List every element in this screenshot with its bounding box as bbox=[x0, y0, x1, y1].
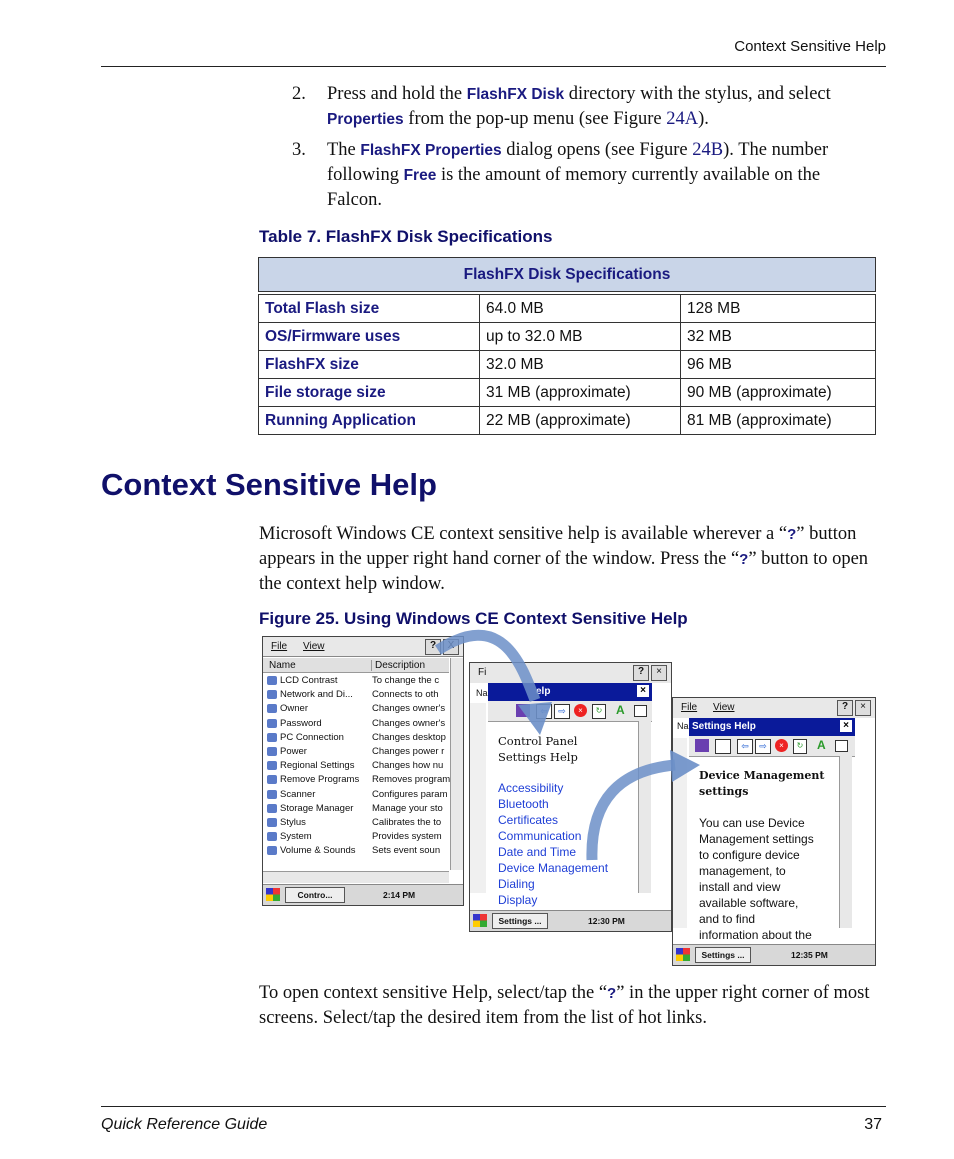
item-description: Removes program bbox=[372, 774, 451, 786]
table-row: OS/Firmware uses up to 32.0 MB 32 MB bbox=[259, 323, 876, 351]
item-name: Network and Di... bbox=[280, 689, 353, 701]
help-body-line: to configure device bbox=[699, 848, 800, 862]
help-body-line: available software, bbox=[699, 896, 799, 910]
arrow-to-device-help bbox=[592, 765, 675, 860]
list-header-partial: Na bbox=[476, 688, 488, 698]
close-button[interactable]: × bbox=[651, 665, 667, 681]
item-description: Sets event soun bbox=[372, 845, 441, 857]
forward-icon[interactable]: ⇨ bbox=[554, 704, 570, 719]
section-heading: Context Sensitive Help bbox=[101, 467, 437, 502]
table-row: Running Application 22 MB (approximate) 81 MB (approximate) bbox=[259, 407, 876, 435]
close-button[interactable]: X bbox=[443, 639, 459, 655]
item-name: Storage Manager bbox=[280, 802, 354, 814]
menu-file[interactable]: Fi bbox=[478, 667, 487, 678]
help-body-line: Management settings bbox=[699, 832, 814, 846]
step-3: 3. The FlashFX Properties dialog opens (see Figure 24B). The number following Free is the amount of memory currently available on the Falcon. bbox=[292, 140, 829, 210]
step-2: 2. Press and hold the FlashFX Disk directory with the stylus, and select Properties from the pop-up menu (see Figure 24A). bbox=[292, 84, 831, 129]
item-name: Stylus bbox=[280, 816, 306, 828]
footer-rule bbox=[101, 1106, 886, 1107]
item-name: Regional Settings bbox=[280, 760, 355, 772]
item-description: Connects to oth bbox=[372, 689, 439, 701]
item-description: To change the c bbox=[372, 675, 440, 686]
figure-caption: Figure 25. Using Windows CE Context Sensitive Help bbox=[259, 609, 688, 628]
table-row: FlashFX size 32.0 MB 96 MB bbox=[259, 351, 876, 379]
footer-title: Quick Reference Guide bbox=[101, 1116, 268, 1133]
help-button[interactable]: ? bbox=[633, 665, 649, 681]
help-heading: Device Management settings bbox=[699, 769, 825, 798]
menu-file[interactable]: File bbox=[271, 641, 288, 652]
question-mark: ? bbox=[607, 985, 617, 1002]
help-body-line: install and view bbox=[699, 880, 781, 894]
term-flashfx-disk: FlashFX Disk bbox=[466, 86, 565, 103]
arrow-head bbox=[670, 750, 700, 782]
item-description: Provides system bbox=[372, 831, 442, 843]
column-name[interactable]: Name bbox=[269, 660, 296, 671]
taskbar-app-button[interactable]: Contro... bbox=[285, 887, 345, 903]
item-description: Changes desktop bbox=[372, 731, 446, 743]
item-description: Changes owner's bbox=[372, 703, 446, 715]
item-description: Changes how nu bbox=[372, 760, 444, 772]
help-link[interactable]: Dialing bbox=[498, 877, 535, 891]
arrow-head bbox=[518, 702, 552, 735]
list-header-partial: Na bbox=[677, 721, 689, 731]
question-mark: ? bbox=[787, 526, 797, 543]
item-name: LCD Contrast bbox=[280, 675, 338, 686]
arrow-to-settings-help bbox=[438, 635, 535, 700]
help-link[interactable]: Device Management bbox=[498, 861, 609, 875]
outro-paragraph: To open context sensitive Help, select/tap the “?” in the upper right corner of most screens. Select/tap the desired item from the list of hot links. bbox=[259, 983, 870, 1028]
taskbar-app-button[interactable]: Settings ... bbox=[492, 913, 548, 929]
taskbar-app-button[interactable]: Settings ... bbox=[695, 947, 751, 963]
item-description: Manage your sto bbox=[372, 802, 443, 814]
item-name: Password bbox=[280, 717, 322, 729]
figure-ref-24b[interactable]: 24B bbox=[692, 140, 724, 160]
term-properties: Properties bbox=[327, 111, 404, 128]
help-link[interactable]: Display bbox=[498, 893, 538, 907]
term-flashfx-properties: FlashFX Properties bbox=[360, 142, 502, 159]
item-name: Owner bbox=[280, 703, 308, 715]
help-link[interactable]: Certificates bbox=[498, 813, 559, 827]
term-free: Free bbox=[403, 167, 437, 184]
back-icon[interactable]: ⇦ bbox=[737, 739, 753, 754]
help-link[interactable]: Communication bbox=[498, 829, 582, 843]
refresh-icon[interactable]: ↻ bbox=[592, 704, 606, 719]
help-close-button[interactable]: × bbox=[840, 720, 852, 732]
clock: 12:30 PM bbox=[588, 916, 625, 926]
help-titlebar: Settings Help × bbox=[689, 718, 855, 736]
column-description[interactable]: Description bbox=[371, 660, 425, 671]
help-link[interactable]: Bluetooth bbox=[498, 797, 549, 811]
help-titlebar: elp × bbox=[488, 683, 652, 701]
forward-icon[interactable]: ⇨ bbox=[755, 739, 771, 754]
help-link[interactable]: Accessibility bbox=[498, 781, 564, 795]
stop-icon[interactable]: × bbox=[775, 739, 788, 752]
help-body-line: You can use Device bbox=[699, 816, 805, 830]
menu-view[interactable]: View bbox=[713, 702, 735, 713]
menu-view[interactable]: View bbox=[303, 641, 325, 652]
help-button[interactable]: ? bbox=[837, 700, 853, 716]
refresh-icon[interactable]: ↻ bbox=[793, 739, 807, 754]
item-description: Changes power r bbox=[372, 745, 445, 757]
item-description: Changes owner's bbox=[372, 717, 446, 729]
item-name: Power bbox=[280, 745, 307, 757]
item-name: Scanner bbox=[280, 788, 316, 800]
font-size-icon[interactable]: A bbox=[817, 738, 826, 752]
help-heading: Control Panel Settings Help bbox=[498, 734, 578, 764]
item-name: Remove Programs bbox=[280, 774, 360, 786]
item-description: Calibrates the to bbox=[372, 816, 442, 828]
intro-paragraph: Microsoft Windows CE context sensitive help is available wherever a “?” button appears in the upper right hand corner of the window. Press the “?” button to open the context help window. bbox=[259, 524, 869, 594]
help-body-line: information about the bbox=[699, 928, 812, 942]
font-size-icon[interactable]: A bbox=[616, 703, 625, 717]
menu-file[interactable]: File bbox=[681, 702, 698, 713]
item-name: Volume & Sounds bbox=[280, 845, 356, 857]
help-button[interactable]: ? bbox=[425, 639, 441, 655]
item-name: PC Connection bbox=[280, 731, 344, 743]
table-caption: Table 7. FlashFX Disk Specifications bbox=[259, 227, 553, 246]
clock: 12:35 PM bbox=[791, 950, 828, 960]
item-description: Configures param bbox=[372, 788, 448, 800]
stop-icon[interactable]: × bbox=[574, 704, 587, 717]
running-header: Context Sensitive Help bbox=[734, 38, 886, 55]
close-button[interactable]: × bbox=[855, 700, 871, 716]
figure-ref-24a[interactable]: 24A bbox=[666, 109, 699, 129]
table-row: File storage size 31 MB (approximate) 90 MB (approximate) bbox=[259, 379, 876, 407]
page-number: 37 bbox=[864, 1116, 882, 1133]
item-name: System bbox=[280, 831, 312, 843]
step-number: 3. bbox=[292, 140, 306, 160]
table-row: Total Flash size 64.0 MB 128 MB bbox=[259, 295, 876, 323]
question-mark: ? bbox=[739, 551, 749, 568]
table-header: FlashFX Disk Specifications bbox=[259, 258, 876, 292]
help-body-line: management, to bbox=[699, 864, 786, 878]
help-body-line: and to find bbox=[699, 912, 756, 926]
step-number: 2. bbox=[292, 84, 306, 104]
help-close-button[interactable]: × bbox=[637, 685, 649, 697]
clock: 2:14 PM bbox=[383, 890, 416, 900]
help-link[interactable]: Date and Time bbox=[498, 845, 577, 859]
